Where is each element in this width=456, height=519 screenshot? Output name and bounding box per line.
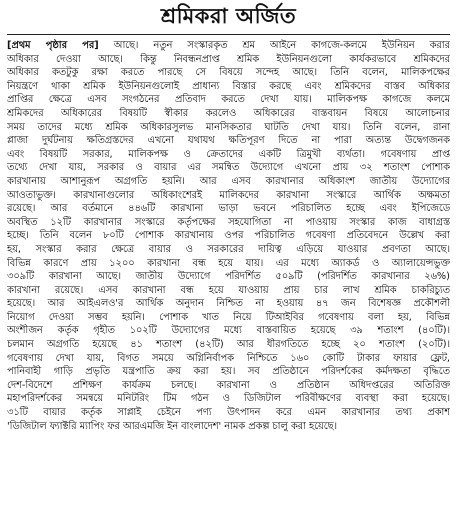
article-line: 'ডিজিটাল ফ্যাক্টরি ম্যাপিং ফর আরএমজি ইন বাংলাদেশ' নামক প্রকল্প চালু করা হয়েছে। [7, 420, 338, 432]
article-line: ৩১টি বায়ার কর্তৃক সাপ্লাই চেইনে পণ্য উৎপাদন করে এমন কারখানার তথ্য প্রকাশ [7, 407, 450, 419]
article-line: দেশ-বিদেশে প্রশিক্ষণ কার্যক্রম চলছে। কারখানা ও প্রতিষ্ঠান অধিদপ্তরের অতিরিক্ত [7, 379, 450, 391]
article-line: অধিকার কতটুকু রক্ষা করতে পারছে সে বিষয়ে সন্দেহ আছে। তিনি বলেন, মালিকপক্ষের [7, 67, 450, 79]
article-line: সময় তাদের মধ্যে শ্রমিক অধিকারসুলভ মানসিকতার ঘাটতি দেখা যায়। তিনি বলেন, রানা [7, 121, 450, 133]
article-line-text: আছে। নতুন সংস্কারকৃত শ্রম আইনে কাগজে-কলমে ইউনিয়ন করার [113, 40, 450, 51]
headline-bar [7, 0, 450, 35]
article-line: বিভিন্ন কারণে প্রায় ১২০০ কারখানা বন্ধ হয়ে যায়। এর মধ্যে অ্যাকর্ড ও অ্যালায়েন্সভুক্ত [7, 257, 450, 269]
article-line: চলমান অগ্রগতি হয়েছে ৪১ শতাংশ (৪২টি) আর ধীরগতিতে হচ্ছে ২০ শতাংশ (২০টি)। [7, 339, 450, 351]
article-line: অংশীজন কর্তৃক গৃহীত ১০২টি উদ্যোগের মধ্যে বাস্তবায়িত হয়েছে ৩৯ শতাংশ (৪০টি)। [7, 325, 450, 337]
article-line: হয়, সংস্কার করার ক্ষেত্রে বায়ার ও সরকারের দায়িত্ব এড়িয়ে যাওয়ার প্রবণতা আছে। [7, 243, 450, 255]
article-body [7, 39, 450, 433]
article-line: পানিবাহী গাড়ি প্রভৃতি যন্ত্রপাতি ক্রয় করা হয়। সব প্রতিষ্ঠানে পরিদর্শকের কর্মদক্ষতা বৃদ্ধিতে [7, 366, 450, 378]
article-line: হচ্ছে। তিনি বলেন ৮০টি পোশাক কারখানায় ওপর পরিচালিত গবেষণা প্রতিবেদনে উল্লেখ করা [7, 230, 450, 242]
article-line: এবং বিষয়টি সরকার, মালিকপক্ষ ও ক্রেতাদের একটি ত্রিমুখী ব্যর্থতা। গবেষণায় প্রাপ্ত [7, 148, 450, 160]
headline: শ্রমিকরা অর্জিত [160, 3, 297, 28]
article-line: মহাপরিদর্শকের সমন্বয়ে মনিটরিং টিম গঠন ও ডিজিটাল পরিবীক্ষণের ব্যবস্থা করা হয়েছে। [7, 393, 450, 405]
article-line: নিয়ন্ত্রণে থাকা শ্রমিক ইউনিয়নগুলোই প্রাধান্য বিস্তার করছে এবং শ্রমিকদের বাস্তব অধিকার [7, 80, 450, 92]
article-line: গবেষণায় দেখা যায়, বিগত সময়ে অগ্নিনির্বাপক নিশ্চিতে ১৬০ কোটি টাকার ফায়ার ফ্লেট, [7, 352, 450, 364]
article-line: শ্রমিকদের অধিকারের বিষয়টি স্বীকার করলেও অধিকারের বাস্তবায়ন বিষয়ে আলোচনার [7, 107, 450, 119]
article-line: অধিকার দেওয়া আছে। কিন্তু নিবন্ধনপ্রাপ্ত শ্রমিক ইউনিয়নগুলো কার্যকরভাবে শ্রমিকদের [7, 53, 450, 65]
article-line: ৩০৯টি কারখানা আছে। জাতীয় উদ্যোগে পরিদর্শিত ৫০৯টি (পরিদর্শিত কারখানার ২৬%) [7, 271, 450, 283]
jump-label: [প্রথম পৃষ্ঠার পর] [7, 40, 99, 51]
article-line: কারখানায় আশানুরূপ অগ্রগতি হয়নি। আর এসব কারখানার অধিকাংশ জাতীয় উদ্যোগের [7, 175, 450, 187]
article-line: অবস্থিত ১২টি কারখানার সংস্কারে কর্তৃপক্ষের সহযোগিতা না পাওয়ায় সংস্কার কাজ বাধাগ্রস্ত [7, 216, 450, 228]
article-line: প্রাপ্তির ক্ষেত্রে এসব সংগঠনের প্রতিবাদ করতে দেখা যায়। মালিকপক্ষ কাগজে কলমে [7, 94, 450, 106]
article-line [7, 39, 450, 53]
article-line: আওতাভুক্ত। কারখানাগুলোর অধিকাংশেরই মালিকদের কারখানা সংস্কারে আর্থিক অক্ষমতা [7, 189, 450, 201]
article-line: প্লাজা দুর্ঘটনায় ক্ষতিগ্রস্তদের এখনো যথাযথ ক্ষতিপূরণ দিতে না পারা অত্যন্ত উদ্বেগজনক [7, 135, 450, 147]
article-line: নিয়োগ দেওয়া সম্ভব হয়নি। পোশাক খাত নিয়ে টিআইবির গবেষণায় বলা হয়, বিভিন্ন [7, 311, 450, 323]
article-line: তথ্যে দেখা যায়, সরকার ও বায়ার এর সমন্বিত উদ্যোগে এখনো প্রায় ৩২ শতাংশ পোশাক [7, 162, 450, 174]
article-line: হয়েছে। আর আইএলও'র আর্থিক অনুদান নিশ্চিত না হওয়ায় ৪৭ জন বিশেষজ্ঞ প্রকৌশলী [7, 298, 450, 310]
article-line: কারখানা রয়েছে। এসব কারখানা বন্ধ হয়ে যাওয়ায় প্রায় চার লাখ শ্রমিক চাকরিচ্যুত [7, 284, 450, 296]
article-line: রয়েছে। আর বর্তমানে ৪৪৬টি কারখানা ভাড়া ভবনে পরিচালিত হচ্ছে এবং ইপিজেডে [7, 203, 450, 215]
